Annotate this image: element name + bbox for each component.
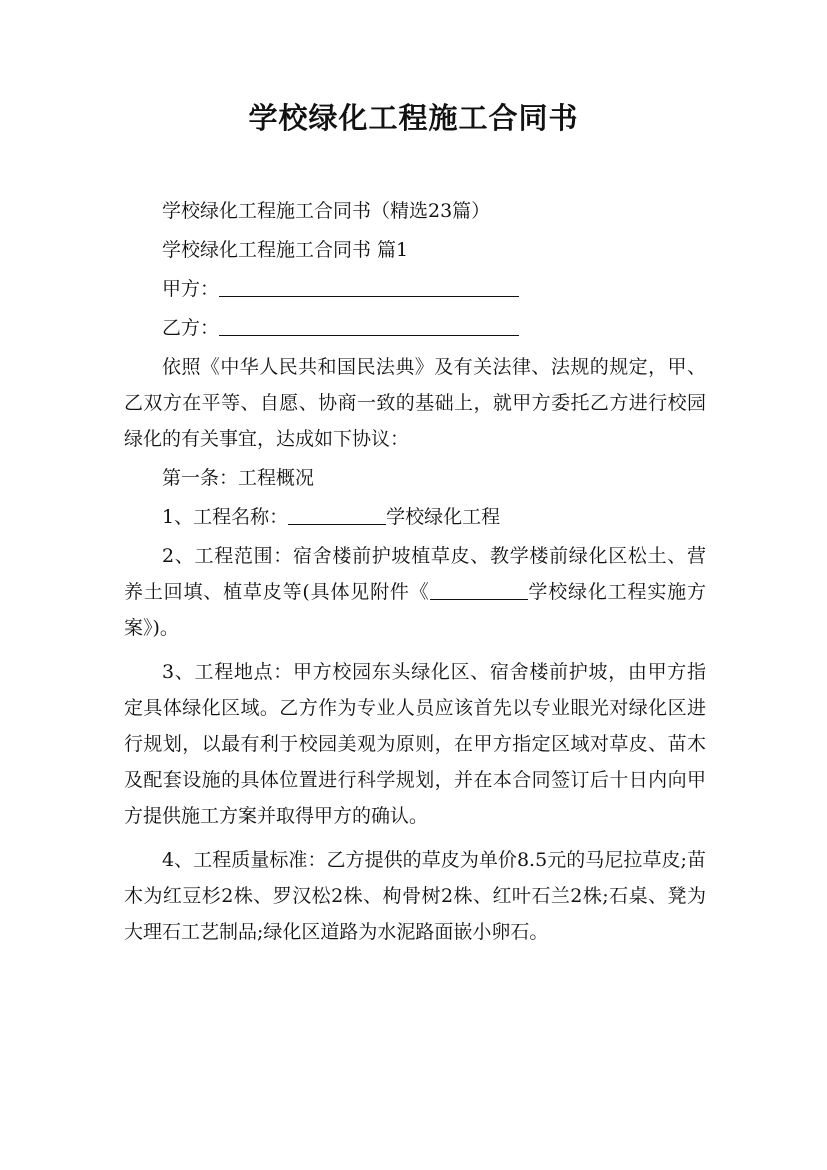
- attachment-blank: [430, 577, 528, 600]
- article1-heading: 第一条：工程概况: [162, 467, 315, 489]
- preamble-paragraph: 依照《中华人民共和国民法典》及有关法律、法规的规定，甲、乙双方在平等、自愿、协商一致的基础上，就甲方委托乙方进行校园绿化的有关事宜，达成如下协议：: [124, 356, 706, 450]
- item2-prefix: 2、工程范围：宿舍楼前护坡植草皮、教学楼前绿化区松土、营养土回填、植草皮等(具体见附件《: [124, 545, 706, 603]
- document-title: 学校绿化工程施工合同书: [248, 101, 579, 135]
- item1-prefix: 1、工程名称：: [162, 506, 289, 528]
- item4-paragraph: 4、工程质量标准：乙方提供的草皮为单价8.5元的马尼拉草皮;苗木为红豆杉2株、罗汉松2株、枸骨树2株、红叶石兰2株;石桌、凳为大理石工艺制品;绿化区道路为水泥路面嵌小卵石。: [124, 849, 706, 943]
- project-name-blank: [288, 502, 386, 525]
- document-body: [124, 193, 706, 953]
- item1-suffix: 学校绿化工程: [386, 506, 501, 528]
- section-heading: 学校绿化工程施工合同书 篇1: [162, 239, 409, 261]
- party-a-line: [124, 271, 706, 307]
- party-a-blank: [219, 274, 519, 297]
- party-b-line: [124, 310, 706, 346]
- subtitle: 学校绿化工程施工合同书（精选23篇）: [162, 200, 491, 222]
- item2-suffix: 学校绿化工程实施方案》)。: [124, 581, 706, 639]
- item3-paragraph: 3、工程地点：甲方校园东头绿化区、宿舍楼前护坡，由甲方指定具体绿化区域。乙方作为专业人员应该首先以专业眼光对绿化区进行规划，以最有利于校园美观为原则，在甲方指定区域对草皮、苗木及配套设施的具体位置进行科学规划，并在本合同签订后十日内向甲方提供施工方案并取得甲方的确认。: [124, 661, 706, 827]
- party-b-blank: [219, 313, 519, 336]
- party-a-label: 甲方：: [162, 278, 220, 300]
- party-b-label: 乙方：: [162, 317, 220, 339]
- item1-paragraph: [124, 499, 706, 535]
- item2-paragraph: [124, 538, 706, 646]
